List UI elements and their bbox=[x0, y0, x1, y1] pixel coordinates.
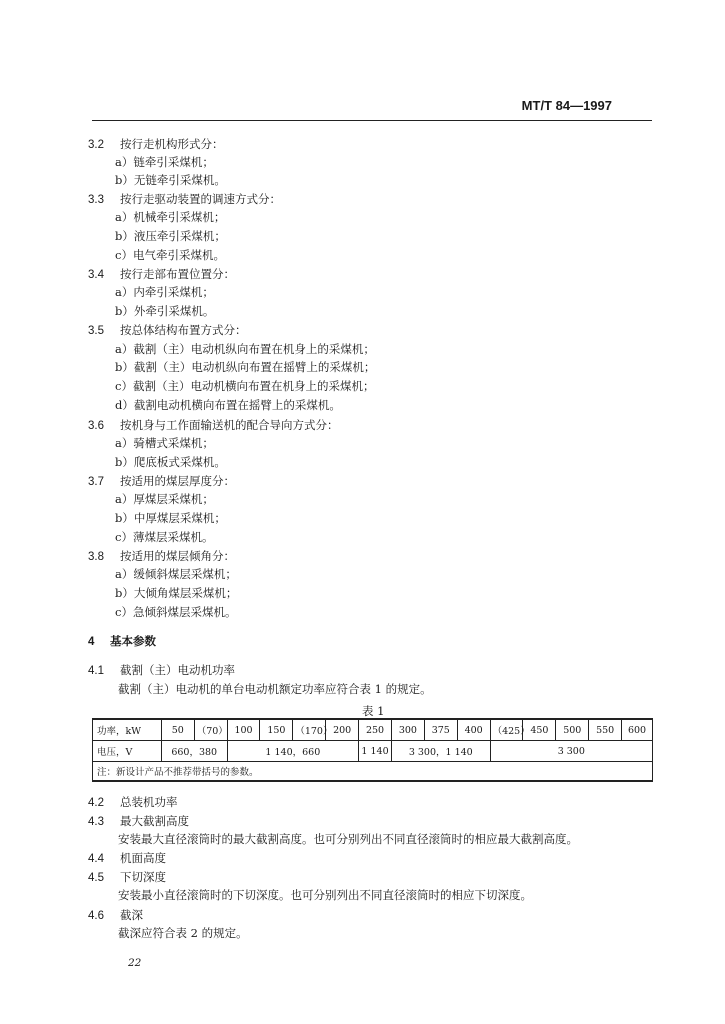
clause-title: 总装机功率 bbox=[120, 795, 178, 809]
clause-body: 截深应符合表 2 的规定。 bbox=[118, 926, 248, 940]
voltage-label: 电压，V bbox=[93, 741, 162, 762]
clause-4-1 bbox=[88, 662, 235, 679]
voltage-row bbox=[93, 741, 653, 762]
list-item: c）截割（主）电动机横向布置在机身上的采煤机； bbox=[115, 379, 375, 393]
list-item: b）截割（主）电动机纵向布置在摇臂上的采煤机； bbox=[115, 360, 376, 374]
clause-number: 3.5 bbox=[88, 325, 104, 337]
chapter-number: 4 bbox=[88, 636, 95, 648]
power-cell: 400 bbox=[457, 719, 490, 741]
clause-body: 安装最大直径滚筒时的最大截割高度。也可分别列出不同直径滚筒时的相应最大截割高度。 bbox=[118, 832, 578, 846]
clause-title: 按行走部布置位置分： bbox=[120, 267, 235, 281]
power-cell: （425） bbox=[490, 719, 523, 741]
clause-4-2 bbox=[88, 794, 178, 811]
list-item: a）缓倾斜煤层采煤机； bbox=[115, 567, 237, 581]
list-item: a）骑槽式采煤机； bbox=[115, 436, 214, 450]
power-cell: 300 bbox=[391, 719, 424, 741]
chapter-title: 基本参数 bbox=[110, 634, 156, 648]
clause-number: 3.6 bbox=[88, 420, 104, 432]
clause-title: 最大截割高度 bbox=[120, 814, 189, 828]
voltage-cell: 3 300，1 140 bbox=[391, 741, 490, 762]
list-item: a）厚煤层采煤机； bbox=[115, 492, 214, 506]
clause-number: 3.8 bbox=[88, 551, 104, 563]
power-cell: 50 bbox=[161, 719, 194, 741]
clause-4-3 bbox=[88, 813, 189, 830]
power-cell: 250 bbox=[359, 719, 392, 741]
list-item: b）大倾角煤层采煤机； bbox=[115, 586, 238, 600]
clause-number: 4.5 bbox=[88, 872, 104, 884]
list-item: c）薄煤层采煤机。 bbox=[115, 530, 214, 544]
clause-4-6 bbox=[88, 907, 143, 924]
clause-4-5 bbox=[88, 869, 166, 886]
power-cell: （70） bbox=[194, 719, 227, 741]
power-cell: 450 bbox=[523, 719, 556, 741]
list-item: c）急倾斜煤层采煤机。 bbox=[115, 605, 237, 619]
clause-number: 3.4 bbox=[88, 269, 104, 281]
table-1-title: 表 1 bbox=[362, 704, 385, 718]
clause-3-5 bbox=[88, 322, 247, 339]
clause-title: 按机身与工作面输送机的配合导向方式分： bbox=[120, 418, 339, 432]
clause-number: 4.2 bbox=[88, 797, 104, 809]
clause-number: 4.4 bbox=[88, 853, 104, 865]
list-item: a）截割（主）电动机纵向布置在机身上的采煤机； bbox=[115, 342, 375, 356]
clause-number: 4.1 bbox=[88, 665, 104, 677]
voltage-cell: 660，380 bbox=[161, 741, 227, 762]
note-row bbox=[93, 762, 653, 782]
power-cell: 500 bbox=[556, 719, 589, 741]
list-item: b）外牵引采煤机。 bbox=[115, 304, 215, 318]
clause-3-3 bbox=[88, 191, 281, 208]
clause-3-4 bbox=[88, 266, 235, 283]
clause-3-6 bbox=[88, 417, 339, 434]
header-rule bbox=[92, 120, 652, 121]
clause-3-2 bbox=[88, 136, 224, 153]
clause-title: 按适用的煤层厚度分： bbox=[120, 474, 235, 488]
list-item: b）液压牵引采煤机； bbox=[115, 229, 226, 243]
table-1 bbox=[92, 718, 653, 782]
power-cell: 150 bbox=[260, 719, 293, 741]
list-item: b）爬底板式采煤机。 bbox=[115, 455, 226, 469]
list-item: a）机械牵引采煤机； bbox=[115, 210, 226, 224]
clause-number: 3.3 bbox=[88, 194, 104, 206]
list-item: c）电气牵引采煤机。 bbox=[115, 248, 225, 262]
voltage-cell: 1 140，660 bbox=[227, 741, 359, 762]
power-cell: 600 bbox=[622, 719, 653, 741]
clause-number: 3.7 bbox=[88, 476, 104, 488]
clause-4-4 bbox=[88, 850, 166, 867]
voltage-cell: 1 140 bbox=[359, 741, 392, 762]
clause-number: 4.6 bbox=[88, 910, 104, 922]
voltage-cell: 3 300 bbox=[490, 741, 652, 762]
power-cell: （170） bbox=[293, 719, 326, 741]
clause-title: 截割（主）电动机功率 bbox=[120, 663, 235, 677]
clause-body: 安装最小直径滚筒时的下切深度。也可分别列出不同直径滚筒时的相应下切深度。 bbox=[118, 888, 532, 902]
clause-title: 下切深度 bbox=[120, 870, 166, 884]
power-cell: 375 bbox=[424, 719, 457, 741]
list-item: a）链牵引采煤机； bbox=[115, 155, 214, 169]
table-note: 注：新设计产品不推荐带括号的参数。 bbox=[93, 762, 653, 782]
clause-3-8 bbox=[88, 548, 235, 565]
chapter-4-heading bbox=[88, 633, 156, 650]
list-item: a）内牵引采煤机； bbox=[115, 285, 214, 299]
clause-title: 按总体结构布置方式分： bbox=[120, 323, 247, 337]
clause-number: 3.2 bbox=[88, 139, 104, 151]
list-item: d）截割电动机横向布置在摇臂上的采煤机。 bbox=[115, 398, 341, 412]
clause-title: 按行走驱动装置的调速方式分： bbox=[120, 192, 281, 206]
power-row bbox=[93, 719, 653, 741]
clause-number: 4.3 bbox=[88, 816, 104, 828]
clause-title: 按适用的煤层倾角分： bbox=[120, 549, 235, 563]
clause-body: 截割（主）电动机的单台电动机额定功率应符合表 1 的规定。 bbox=[118, 682, 432, 696]
standard-code-header: MT/T 84—1997 bbox=[521, 98, 612, 113]
power-label: 功率，kW bbox=[93, 719, 162, 741]
clause-3-7 bbox=[88, 473, 235, 490]
clause-title: 截深 bbox=[120, 908, 143, 922]
power-cell: 200 bbox=[326, 719, 359, 741]
list-item: b）中厚煤层采煤机； bbox=[115, 511, 226, 525]
power-cell: 550 bbox=[589, 719, 622, 741]
list-item: b）无链牵引采煤机。 bbox=[115, 173, 226, 187]
clause-title: 按行走机构形式分： bbox=[120, 137, 224, 151]
clause-title: 机面高度 bbox=[120, 851, 166, 865]
power-cell: 100 bbox=[227, 719, 260, 741]
page-number: 22 bbox=[128, 957, 142, 969]
